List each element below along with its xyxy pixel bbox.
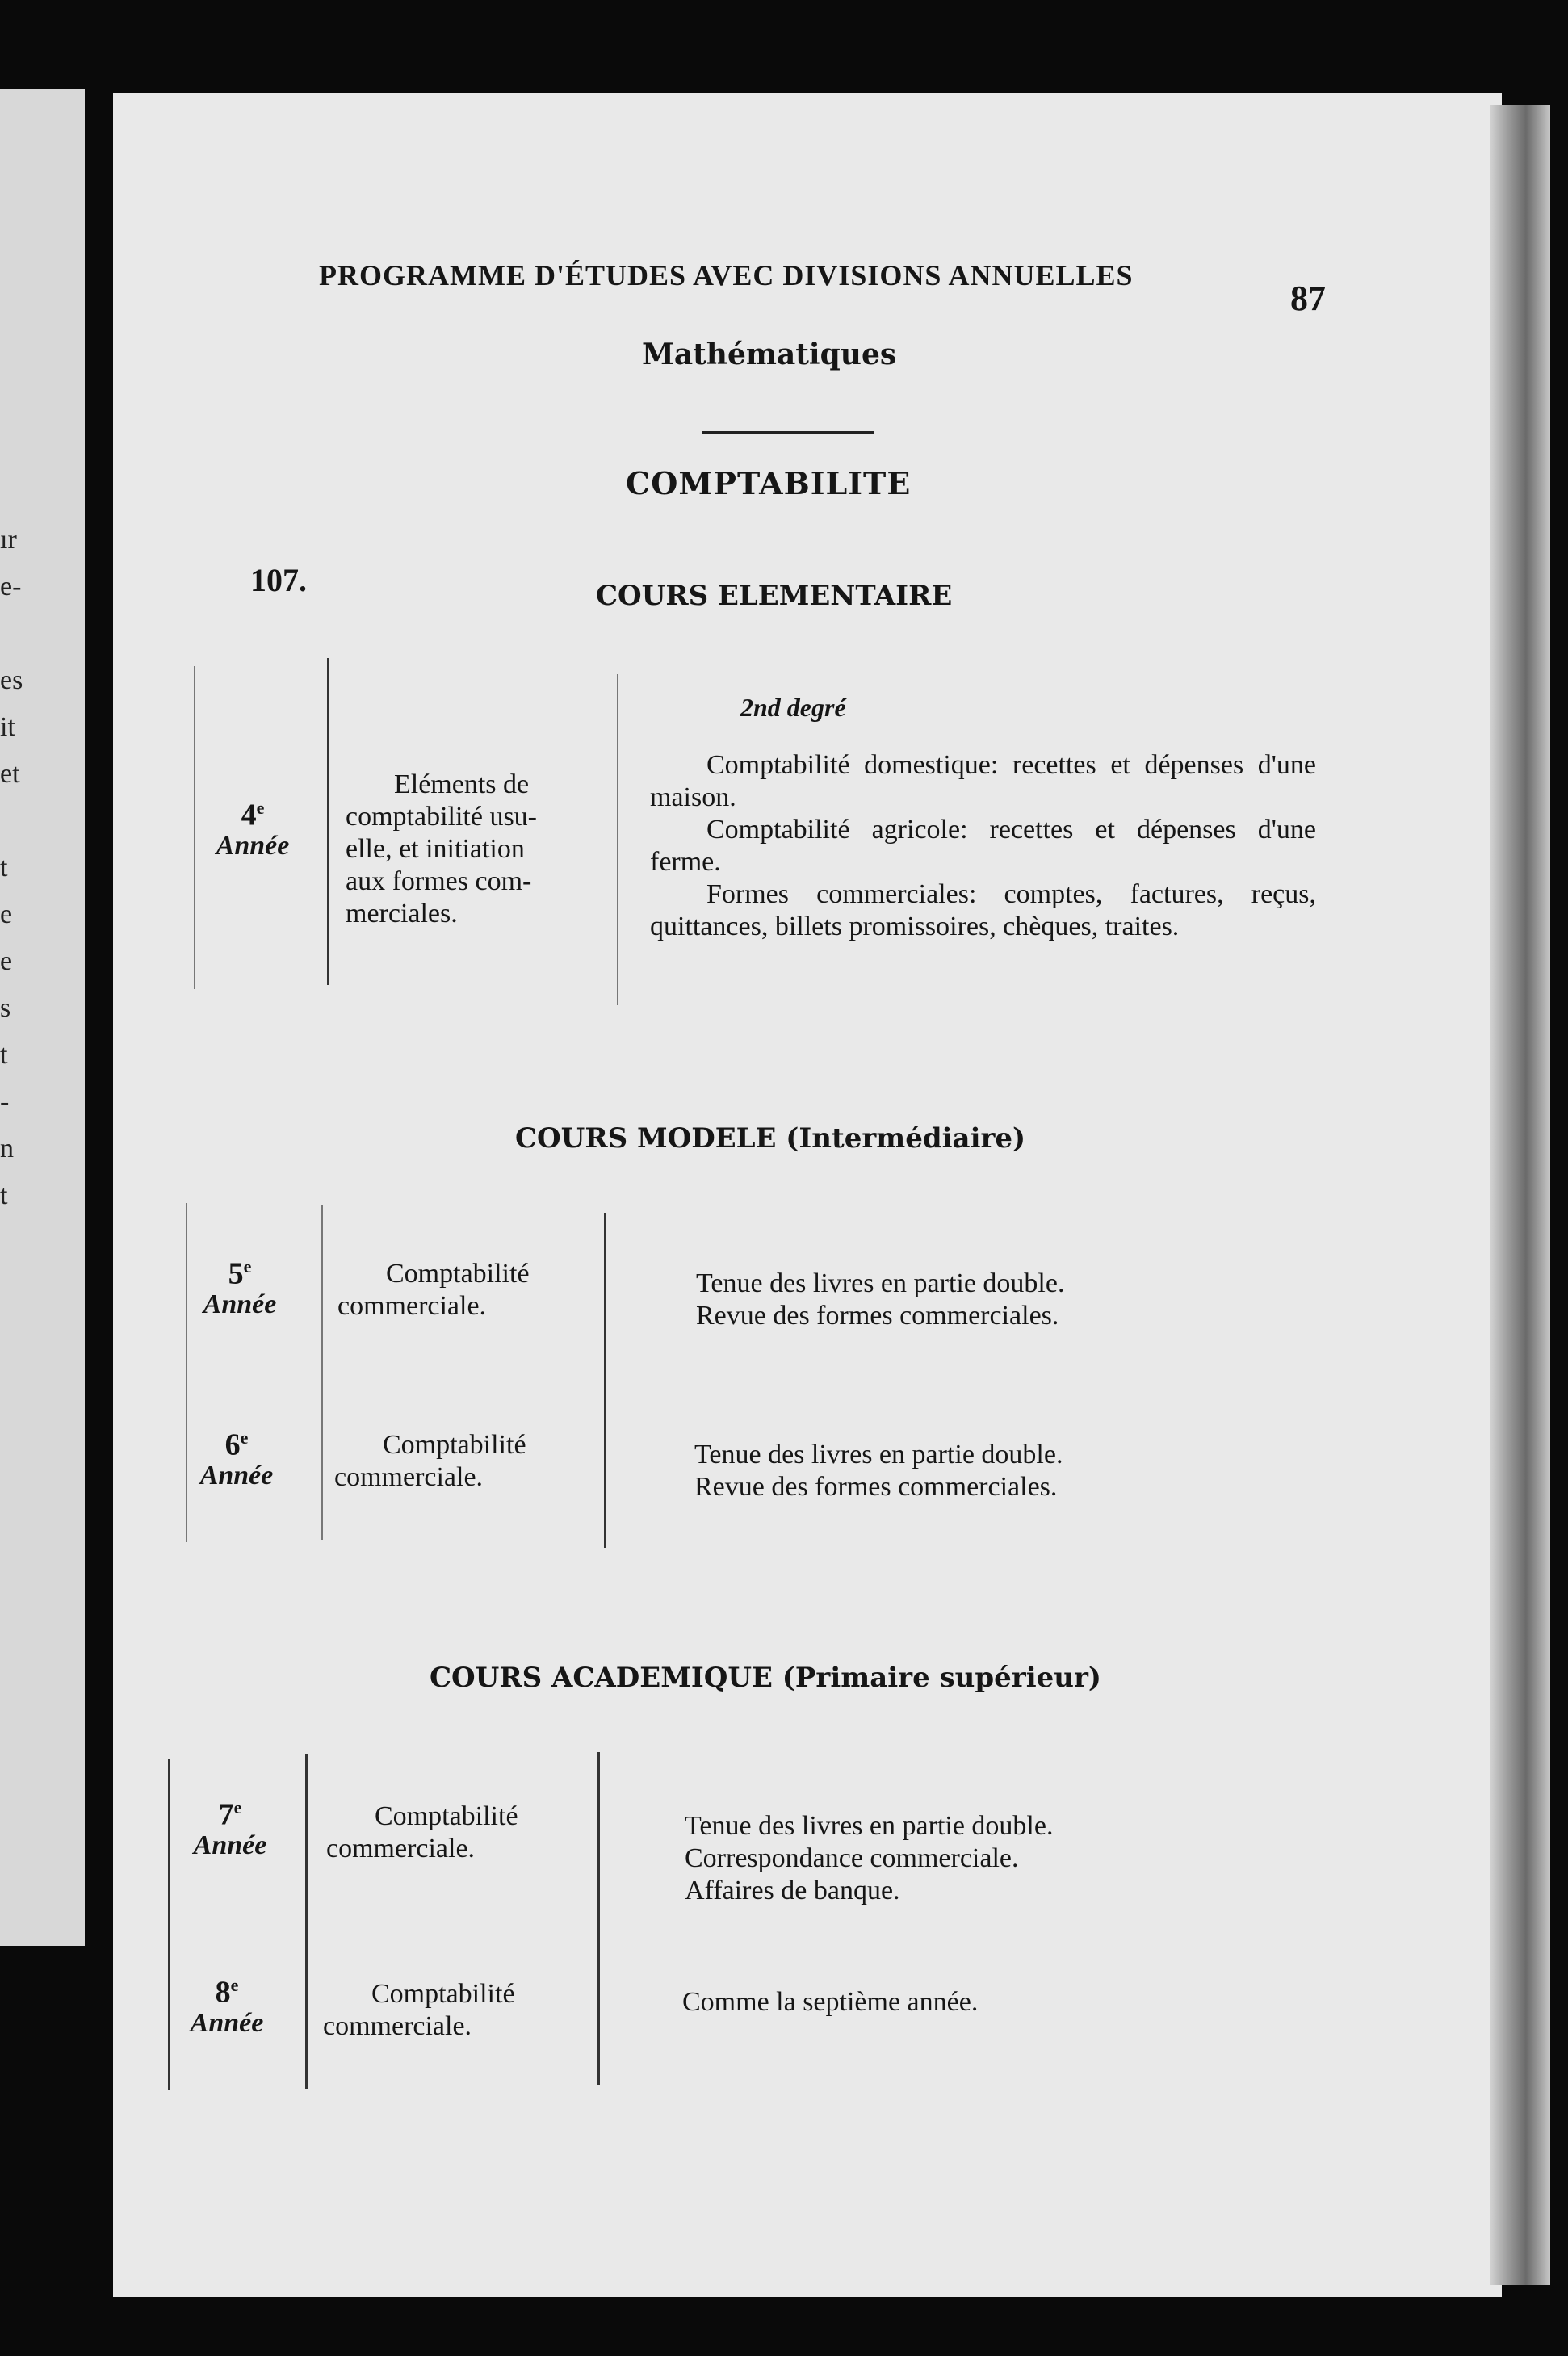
content-item: Affaires de banque.	[685, 1876, 900, 1905]
year-word: Année	[193, 1830, 267, 1860]
left-fragment: e	[0, 899, 13, 929]
degree-label: 2nd degré	[740, 693, 846, 722]
subject-title: Mathématiques	[642, 337, 897, 371]
year-word: Année	[199, 1460, 274, 1490]
page-number: 87	[1290, 279, 1326, 318]
content-cell-4	[650, 749, 1316, 943]
left-fragment	[0, 610, 32, 657]
document-page	[113, 93, 1502, 2297]
content-item: Comptabilité agricole: recettes et dépenses d'une ferme.	[650, 815, 1316, 877]
year-word: Année	[216, 830, 290, 861]
content-cell-5	[696, 1268, 1277, 1332]
topic-cell-7	[326, 1801, 585, 1865]
course-heading-academique: COURS ACADEMIQUE (Primaire supérieur)	[430, 1662, 1101, 1694]
year-label-6	[184, 1423, 289, 1491]
topic-line: commerciale.	[334, 1462, 484, 1492]
topic-line: Comptabilité	[375, 1801, 518, 1831]
content-item: Comme la septième année.	[682, 1987, 979, 2017]
title-rule	[702, 431, 874, 434]
running-title: PROGRAMME D'ÉTUDES AVEC DIVISIONS ANNUELLES	[319, 259, 1134, 291]
left-fragment	[0, 798, 32, 845]
year-label-5	[187, 1251, 292, 1320]
content-item: Tenue des livres en partie double.	[685, 1811, 1054, 1841]
course-heading-modele: COURS MODELE (Intermédiaire)	[515, 1122, 1026, 1155]
paragraph-number: 107.	[250, 562, 307, 598]
topic-line: commerciale.	[323, 2011, 472, 2041]
table-rule	[327, 658, 329, 985]
content-item: Comptabilité domestique: recettes et dépenses d'une maison.	[650, 750, 1316, 812]
topic-line: Comptabilité	[371, 1979, 515, 2009]
year-ordinal: 4e	[241, 798, 265, 832]
content-item: Correspondance commerciale.	[685, 1843, 1019, 1873]
left-page-text-fragments	[0, 517, 32, 1219]
content-item: Revue des formes commerciales.	[696, 1301, 1059, 1331]
content-cell-6	[694, 1439, 1276, 1503]
content-item: Tenue des livres en partie double.	[694, 1440, 1063, 1469]
table-rule	[617, 674, 618, 1005]
topic-line: commerciale.	[337, 1291, 487, 1321]
table-rule	[597, 1752, 600, 2085]
content-cell-8	[682, 1986, 1280, 2019]
topic-line: comptabilité usu-	[346, 802, 538, 832]
left-fragment: et	[0, 759, 20, 789]
topic-line: Comptabilité	[383, 1430, 526, 1460]
topic-cell-4	[346, 769, 609, 930]
left-fragment: n	[0, 1134, 14, 1163]
year-ordinal: 8e	[215, 1975, 239, 2010]
content-item: Revue des formes commerciales.	[694, 1472, 1058, 1502]
topic-cell-8	[323, 1978, 581, 2043]
page-stack-edge	[1490, 105, 1550, 2285]
content-item: Tenue des livres en partie double.	[696, 1268, 1065, 1298]
table-rule	[305, 1754, 308, 2089]
year-label-8	[174, 1970, 279, 2039]
content-cell-7	[685, 1810, 1282, 1907]
content-item: Formes commerciales: comptes, factures, reçus, quittances, billets promissoires, chèques, traites.	[650, 879, 1316, 941]
year-label-4	[200, 793, 305, 861]
course-heading-elementaire: COURS ELEMENTAIRE	[596, 580, 953, 612]
table-rule	[168, 1759, 170, 2090]
year-ordinal: 7e	[218, 1797, 242, 1832]
year-label-7	[178, 1792, 283, 1861]
left-fragment: ır	[0, 525, 17, 555]
year-word: Année	[203, 1289, 277, 1319]
table-rule	[604, 1213, 606, 1548]
table-rule	[321, 1205, 323, 1540]
year-ordinal: 5e	[228, 1256, 252, 1291]
topic-cell-6	[334, 1429, 593, 1494]
topic-cell-5	[337, 1258, 596, 1323]
left-fragment: es	[0, 665, 23, 695]
section-title: COMPTABILITE	[626, 465, 912, 501]
topic-line: merciales.	[346, 899, 458, 929]
left-fragment: -	[0, 1087, 10, 1117]
topic-line: Eléments de	[394, 769, 530, 799]
left-fragment: t	[0, 1040, 8, 1070]
left-fragment: it	[0, 712, 15, 742]
left-fragment: e	[0, 946, 13, 976]
year-ordinal: 6e	[224, 1427, 249, 1462]
left-fragment: e-	[0, 572, 22, 602]
topic-line: aux formes com-	[346, 866, 532, 896]
topic-line: commerciale.	[326, 1834, 476, 1863]
topic-line: Comptabilité	[386, 1259, 530, 1289]
left-fragment: t	[0, 853, 8, 882]
topic-line: elle, et initiation	[346, 834, 525, 864]
left-fragment: s	[0, 993, 11, 1023]
year-word: Année	[190, 2007, 264, 2038]
left-fragment: t	[0, 1180, 8, 1210]
table-rule	[194, 666, 195, 989]
